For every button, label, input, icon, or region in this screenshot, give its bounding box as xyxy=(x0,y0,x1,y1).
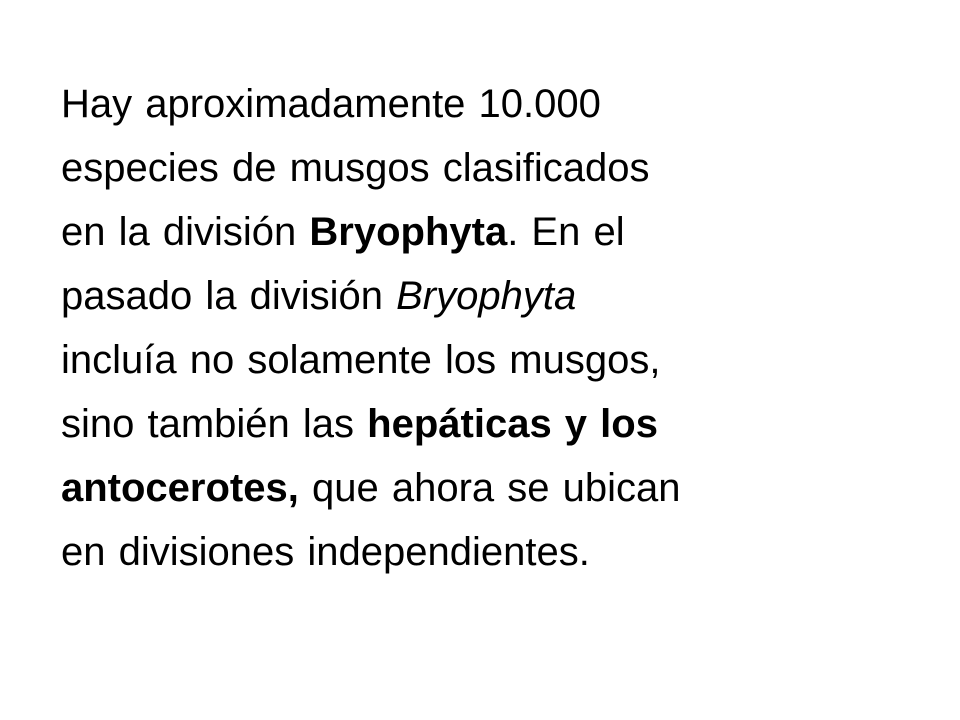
text-line xyxy=(61,392,921,456)
text-run: sino también las xyxy=(61,402,368,446)
text-run: en la división xyxy=(61,210,310,254)
italic-term-bryophyta: Bryophyta xyxy=(396,274,577,318)
text-run: Hay aproximadamente 10.000 xyxy=(61,82,601,126)
text-run: . En el xyxy=(507,210,625,254)
text-line xyxy=(61,200,921,264)
text-run: en divisiones independientes. xyxy=(61,530,590,574)
text-run: pasado la división xyxy=(61,274,397,318)
text-run: especies de musgos clasificados xyxy=(61,146,650,190)
text-run: que ahora se ubican xyxy=(298,466,681,510)
bold-term-bryophyta: Bryophyta xyxy=(309,210,508,254)
body-paragraph xyxy=(61,72,921,584)
text-line xyxy=(61,72,921,136)
text-line xyxy=(61,328,921,392)
text-line xyxy=(61,136,921,200)
bold-term-hepaticas: hepáticas y los xyxy=(367,402,658,446)
bold-term-antocerotes: antocerotes, xyxy=(61,466,299,510)
text-line xyxy=(61,264,921,328)
text-line xyxy=(61,456,921,520)
text-run: incluía no solamente los musgos, xyxy=(61,338,661,382)
text-line xyxy=(61,520,921,584)
